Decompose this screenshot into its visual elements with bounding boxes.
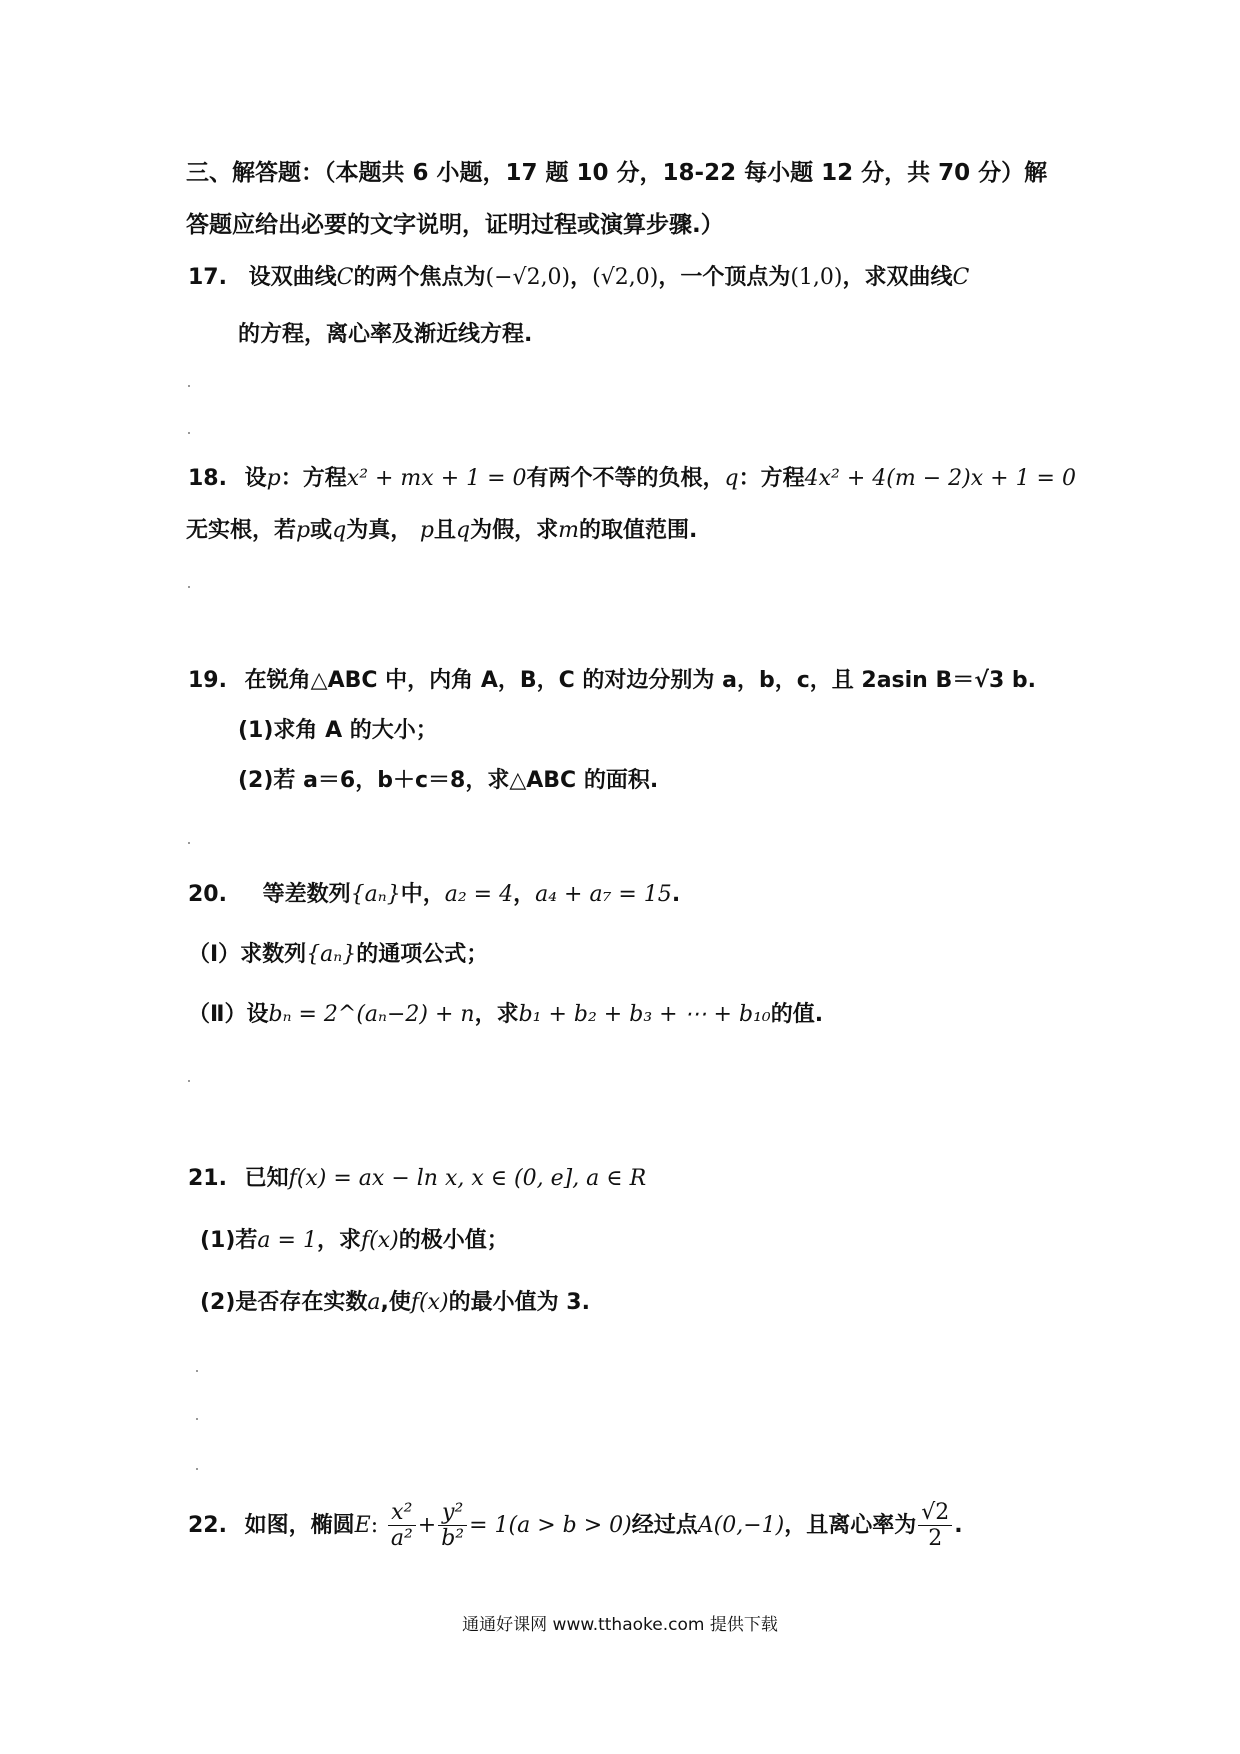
footer-watermark: 通通好课网 www.tthaoke.com 提供下载 [462,1615,778,1635]
question-number: 20. [188,882,227,907]
fraction-eccentricity: $\frac{√2}{2}$ [918,1500,952,1552]
question-19-line1: 19. 在锐角△ABC 中，内角 A，B，C 的对边分别为 a，b，c，且 2asin B＝√3 b. [188,668,1037,693]
scan-speck [196,1370,198,1372]
scan-speck [188,586,190,588]
question-17-line1: 17. 设双曲线C的两个焦点为(−√2,0)，(√2,0)，一个顶点为(1,0)，求双曲线C [188,265,970,290]
question-number: 22. [188,1512,227,1538]
question-18-line1: 18. 设p：方程x² + mx + 1 = 0有两个不等的负根，q：方程4x² + 4(m − 2)x + 1 = 0 [188,466,1076,491]
question-21-part2: (2)是否存在实数a,使f(x)的最小值为 3. [200,1290,590,1315]
section-header-line2: 答题应给出必要的文字说明，证明过程或演算步骤.） [186,212,724,238]
section-header-line1: 三、解答题：（本题共 6 小题，17 题 10 分，18-22 每小题 12 分，共 70 分）解 [186,160,1048,186]
question-20-line1: 20. 等差数列{aₙ}中，a₂ = 4，a₄ + a₇ = 15. [188,882,681,907]
scan-speck [188,842,190,844]
question-number: 17. [188,265,227,290]
question-19-part1: (1)求角 A 的大小； [238,718,438,743]
fraction-x2-a2: $\frac{\text{x²}}{\text{a²}}$ [388,1500,416,1552]
question-number: 19. [188,668,227,693]
question-17-line2: 的方程，离心率及渐近线方程. [238,322,533,347]
question-21-line1: 21. 已知f(x) = ax − ln x, x ∈ (0, e], a ∈ R [188,1166,647,1191]
fraction-y2-b2: $\frac{\text{y²}}{\text{b²}}$ [438,1500,467,1552]
scan-speck [188,432,190,434]
scan-speck [188,385,190,387]
question-22-line1: 22. 如图，椭圆E: $\frac{\text{x²}}{\text{a²}}$ + $\frac{\text{y²}}{\text{b²}}$ = 1(a > b > 0)经过点A(0,−1)，且离心率为 $\frac{√2}{2}$ . [188,1500,963,1552]
question-18-line2: 无实根，若p或q为真， p且q为假，求m的取值范围. [186,518,698,543]
question-20-part1: （Ⅰ）求数列{aₙ}的通项公式； [188,942,489,967]
scan-speck [196,1468,198,1470]
question-21-part1: (1)若a = 1，求f(x)的极小值； [200,1228,509,1253]
question-20-part2: （Ⅱ）设bₙ = 2^(aₙ−2) + n，求b₁ + b₂ + b₃ + ⋯ + b₁₀的值. [188,1002,824,1027]
question-number: 18. [188,466,227,491]
scan-speck [196,1418,198,1420]
question-19-part2: (2)若 a＝6，b＋c＝8，求△ABC 的面积. [238,768,659,793]
scan-speck [188,1080,190,1082]
question-number: 21. [188,1166,227,1191]
